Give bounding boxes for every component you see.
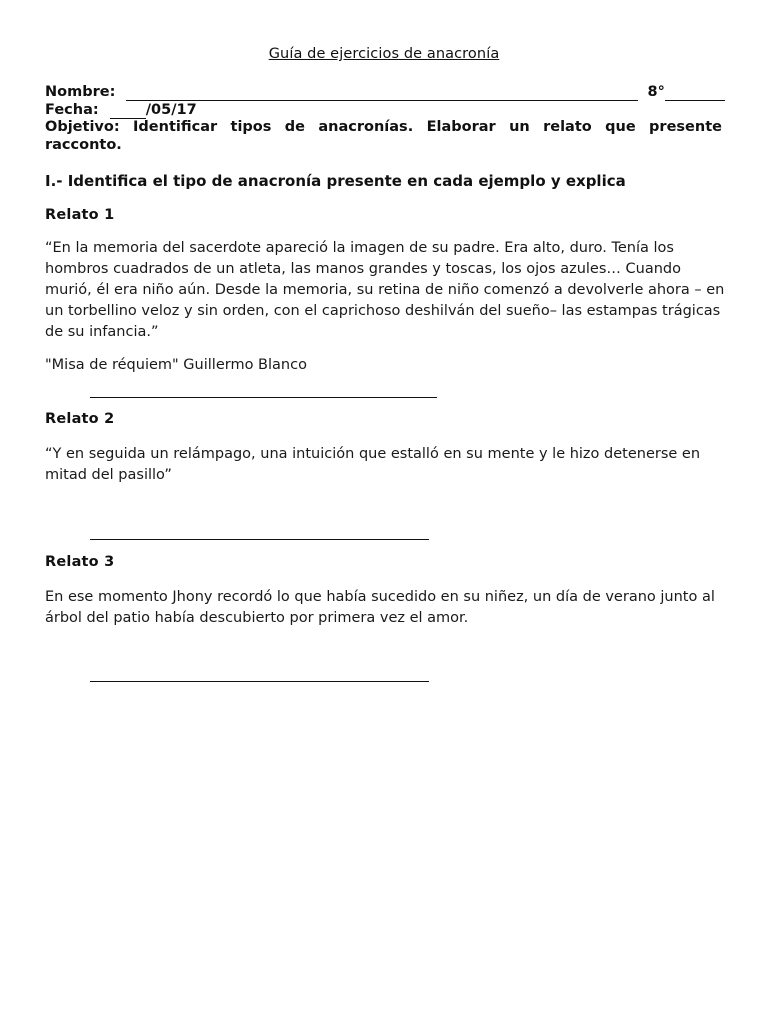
relato-3-answer-line[interactable] — [90, 680, 429, 682]
relato-3-text: En ese momento Jhony recordó lo que había sucedido en su niñez, un día de verano junto al árbol del patio había descubierto por primera vez el amor. — [45, 589, 715, 626]
date-row — [45, 101, 197, 119]
relato-2-answer-line[interactable] — [90, 538, 429, 540]
name-label: Nombre: — [45, 84, 116, 100]
relato-1-source: "Misa de réquiem" Guillermo Blanco — [45, 357, 307, 373]
name-blank — [126, 86, 638, 101]
name-row — [45, 83, 725, 101]
grade-label: 8° — [647, 84, 665, 100]
relato-2-text: “Y en seguida un relámpago, una intuición que estalló en su mente y le hizo detenerse en mitad del pasillo” — [45, 446, 701, 483]
grade-blank — [665, 86, 725, 101]
date-value: /05/17 — [145, 102, 197, 118]
relato-2-title: Relato 2 — [45, 411, 115, 427]
relato-1-title: Relato 1 — [45, 207, 115, 223]
objective-label: Objetivo: — [45, 119, 120, 135]
objective-text: Identificar tipos de anacronías. Elaborar un relato que presente racconto. — [45, 119, 722, 153]
relato-3-title: Relato 3 — [45, 554, 115, 570]
relato-1-answer-line[interactable] — [90, 396, 437, 398]
objective — [45, 118, 722, 154]
relato-1-text: “En la memoria del sacerdote apareció la imagen de su padre. Era alto, duro. Tenía los hombros cuadrados de un atleta, las manos grandes y toscas, los ojos azules… Cuando murió, él era niño aún. Desde la memoria, su retina de niño comenzó a devolverle ahora – en un torbellino veloz y sin orden, con el caprichoso deshilván del sueño– las estampas trágicas de su infancia.” — [45, 240, 725, 340]
section-heading: I.- Identifica el tipo de anacronía presente en cada ejemplo y explica — [45, 172, 626, 190]
document-title: Guía de ejercicios de anacronía — [268, 46, 500, 62]
date-blank — [110, 104, 146, 119]
date-label: Fecha: — [45, 102, 99, 118]
